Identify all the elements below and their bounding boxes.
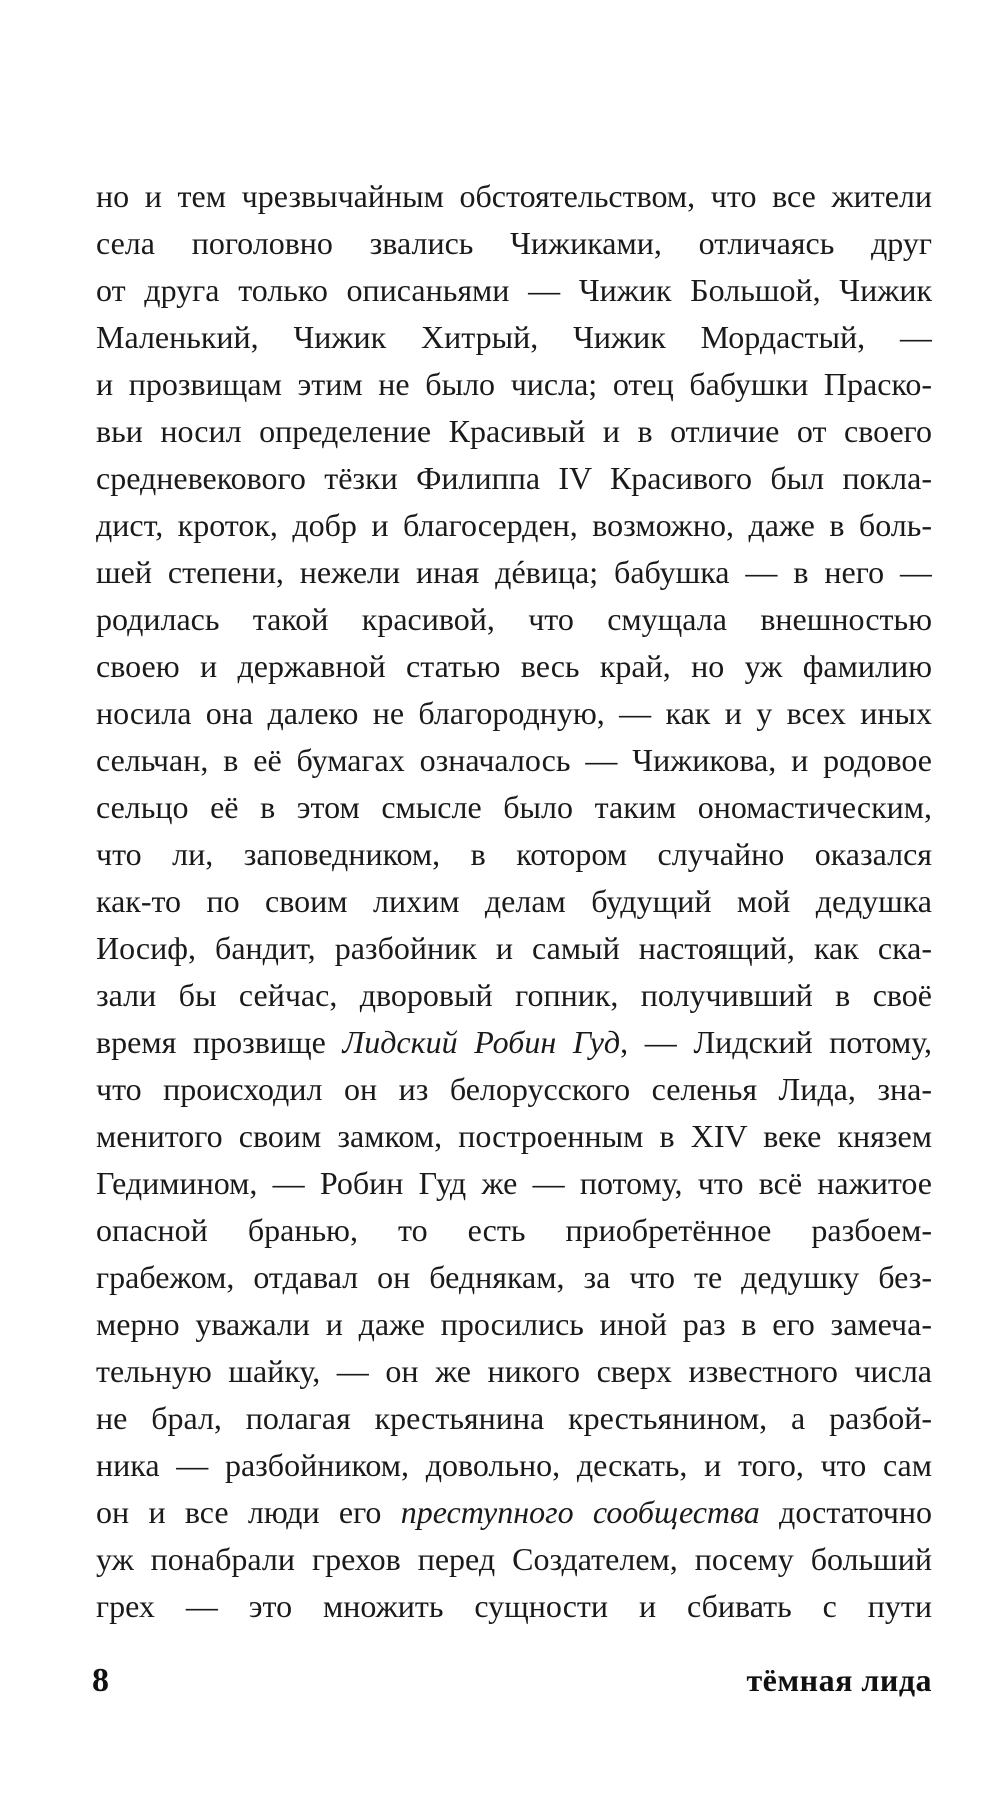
text-line: носила она далеко не благородную, — как и у всех иных bbox=[96, 695, 932, 731]
text-line: тельную шайку, — он же никого сверх известного числа bbox=[96, 1353, 932, 1389]
text-line: своею и державной статью весь край, но уж фамилию bbox=[96, 648, 932, 684]
text-line: сельчан, в её бумагах означалось — Чижикова, и родовое bbox=[96, 742, 932, 778]
text-line: Иосиф, бандит, разбойник и самый настоящий, как ска- bbox=[96, 930, 932, 966]
text-line: что происходил он из белорусского селенья Лида, зна- bbox=[96, 1071, 932, 1107]
text-line: уж понабрали грехов перед Создателем, посему больший bbox=[96, 1541, 932, 1577]
text-run: , — Лидский потому, bbox=[620, 1024, 932, 1060]
text-line: сельцо её в этом смысле было таким ономастическим, bbox=[96, 789, 932, 825]
text-run: достаточно bbox=[759, 1494, 932, 1530]
text-line bbox=[96, 1489, 932, 1536]
text-line: зали бы сейчас, дворовый гопник, получивший в своё bbox=[96, 977, 932, 1013]
italic-phrase: Лидский Робин Гуд bbox=[342, 1024, 621, 1060]
text-line: Гедимином, — Робин Гуд же — потому, что всё нажитое bbox=[96, 1165, 932, 1201]
text-line: от друга только описаньями — Чижик Большой, Чижик bbox=[96, 272, 932, 308]
page-number: 8 bbox=[92, 1662, 109, 1699]
text-line: грабежом, отдавал он беднякам, за что те дедушку без- bbox=[96, 1259, 932, 1295]
text-line: села поголовно звались Чижиками, отличаясь друг bbox=[96, 225, 932, 261]
running-title: тёмная лида bbox=[746, 1662, 932, 1698]
text-line: мерно уважали и даже просились иной раз в его замеча- bbox=[96, 1306, 932, 1342]
text-run: он и все люди его bbox=[96, 1494, 401, 1530]
text-line: средневекового тёзки Филиппа IV Красивого был покла- bbox=[96, 460, 932, 496]
text-line: что ли, заповедником, в котором случайно оказался bbox=[96, 836, 932, 872]
italic-phrase: преступного сообщества bbox=[400, 1494, 760, 1530]
text-run: время прозвище bbox=[96, 1024, 343, 1060]
text-line: ника — разбойником, довольно, дескать, и того, что сам bbox=[96, 1447, 932, 1483]
text-line: но и тем чрезвычайным обстоятельством, что все жители bbox=[96, 178, 932, 214]
text-line bbox=[96, 1019, 932, 1066]
text-line: как-то по своим лихим делам будущий мой дедушка bbox=[96, 883, 932, 919]
text-line: менитого своим замком, построенным в XIV веке князем bbox=[96, 1118, 932, 1154]
text-line: и прозвищам этим не было числа; отец бабушки Праско- bbox=[96, 366, 932, 402]
text-line: родилась такой красивой, что смущала внешностью bbox=[96, 601, 932, 637]
text-line: вьи носил определение Красивый и в отличие от своего bbox=[96, 413, 932, 449]
text-line: опасной бранью, то есть приобретённое разбоем- bbox=[96, 1212, 932, 1248]
text-line: дист, кроток, добр и благосерден, возможно, даже в боль- bbox=[96, 507, 932, 543]
text-line: не брал, полагая крестьянина крестьянином, а разбой- bbox=[96, 1400, 932, 1436]
text-line: шей степени, нежели иная дéвица; бабушка — в него — bbox=[96, 554, 932, 590]
text-line: грех — это множить сущности и сбивать с пути bbox=[96, 1588, 932, 1624]
body-text bbox=[96, 173, 932, 1630]
text-line: Маленький, Чижик Хитрый, Чижик Мордастый, — bbox=[96, 319, 932, 355]
